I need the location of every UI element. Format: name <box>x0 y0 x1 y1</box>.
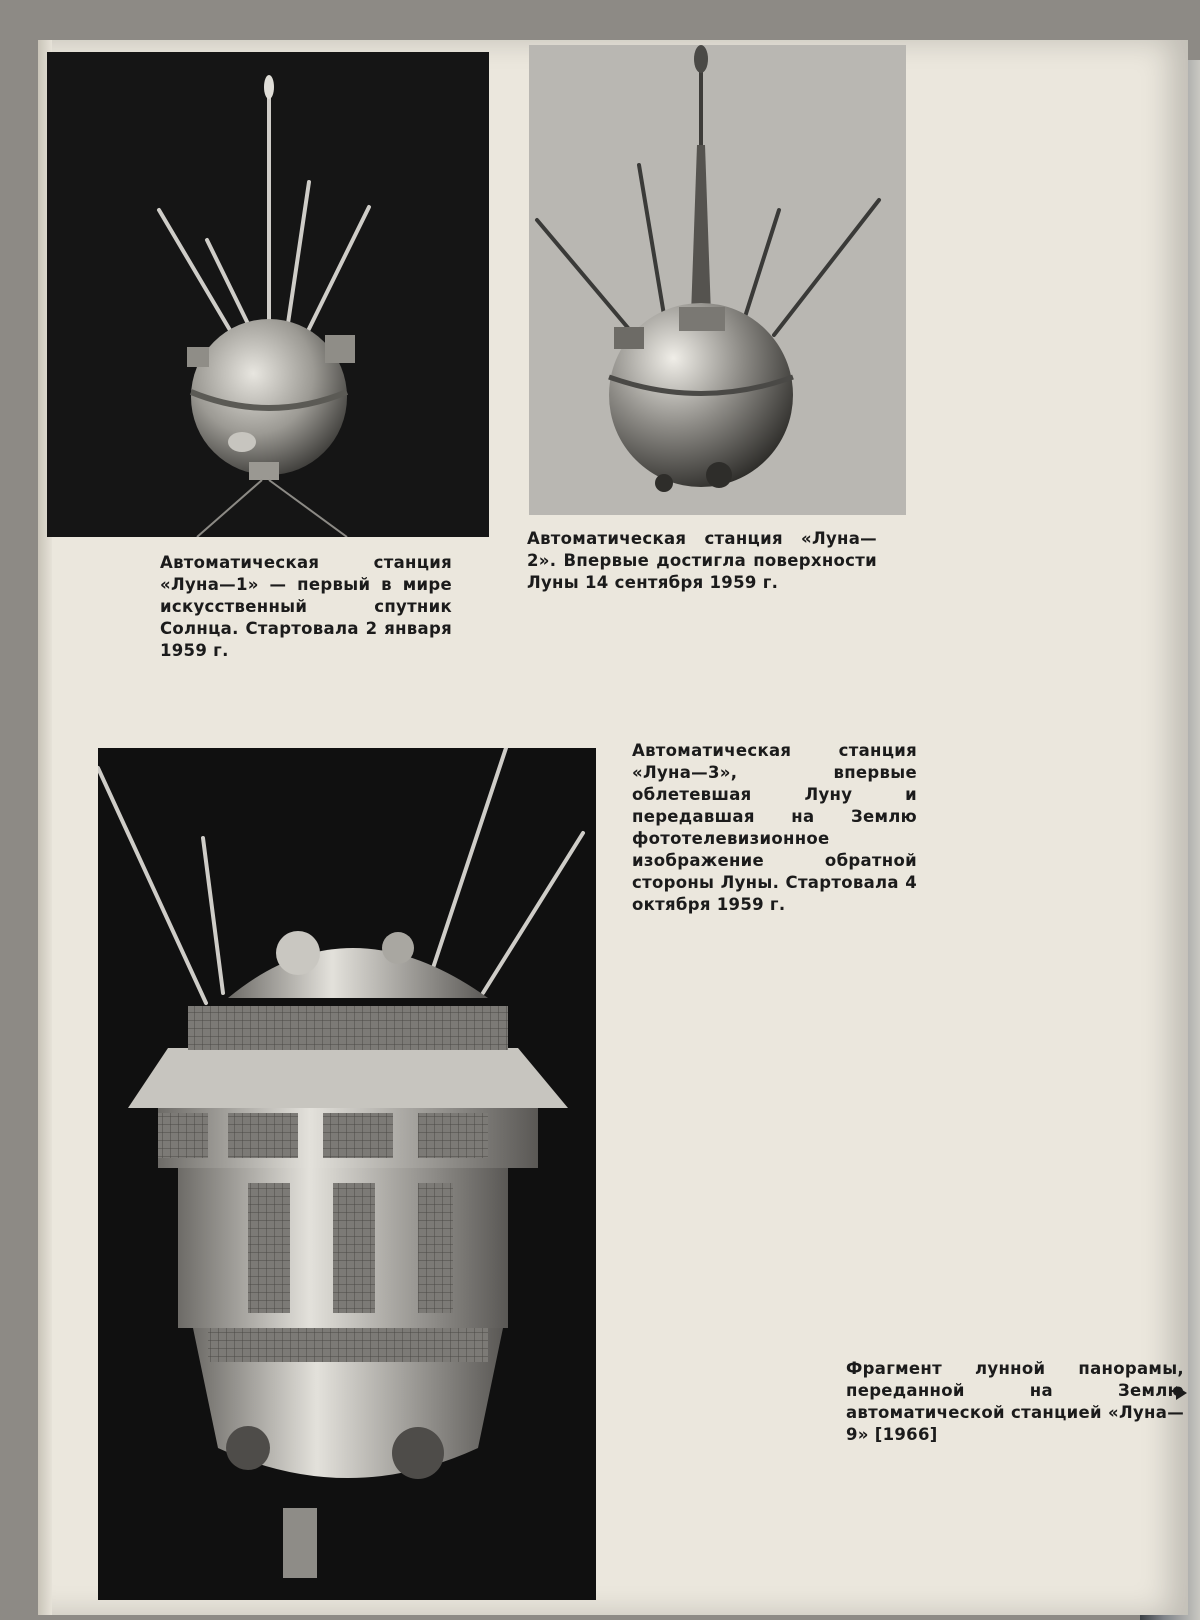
luna-3-photo <box>98 748 596 1600</box>
luna-2-caption: Автоматическая станция «Луна—2». Впервые достигла поверхности Луны 14 сентября 1959 г. <box>527 529 877 592</box>
luna-2-photo <box>529 45 906 515</box>
luna-3-caption: Автоматическая станция «Луна—3», впервые облетевшая Луну и передавшая на Землю фототелевизионное изображение обратной стороны Луны. Стартовала 4 октября 1959 г. <box>632 741 917 914</box>
luna-3-illustration <box>98 748 596 1600</box>
arrow-right-icon <box>1176 1386 1187 1400</box>
luna-2-illustration <box>529 45 906 515</box>
luna-1-photo <box>47 52 489 537</box>
luna-1-illustration <box>47 52 489 537</box>
panorama-caption: Фрагмент лунной панорамы, переданной на Землю автоматической станцией «Луна—9» [1966] <box>846 1359 1184 1444</box>
luna-1-caption: Автоматическая станция «Луна—1» — первый в мире искусственный спутник Солнца. Стартовала 2 января 1959 г. <box>160 553 452 660</box>
